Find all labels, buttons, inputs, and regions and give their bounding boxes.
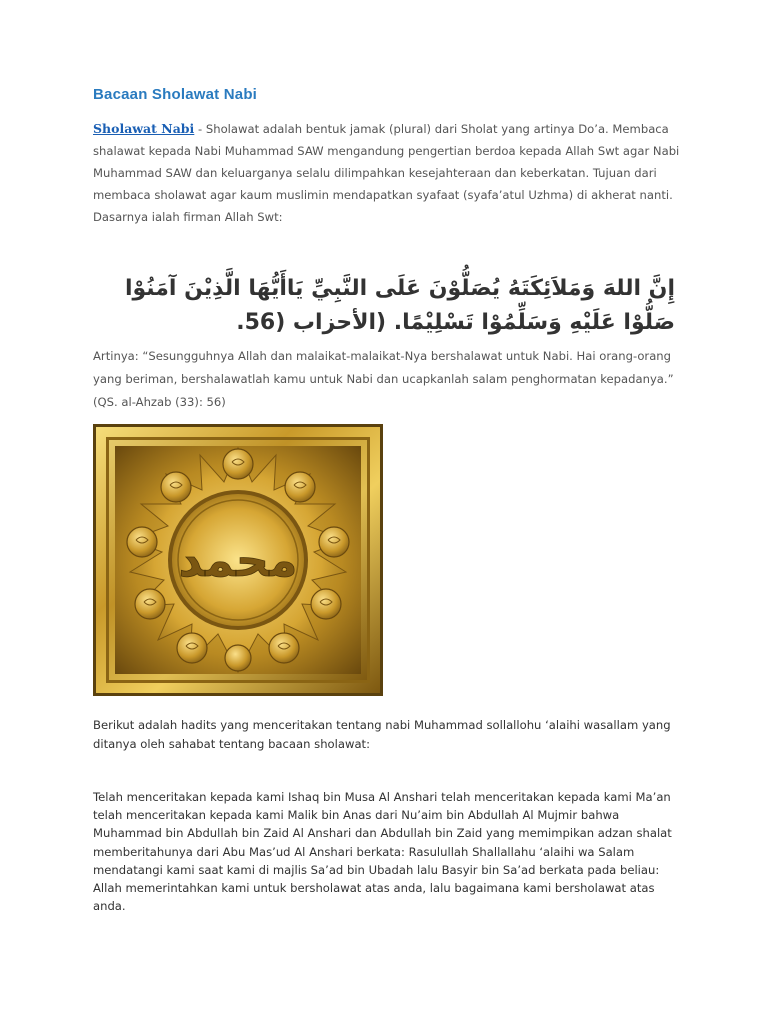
intro-paragraph	[93, 118, 683, 228]
article-title: Bacaan Sholawat Nabi	[93, 86, 258, 103]
arabic-verse: إِنَّ اللهَ وَمَلاَئِكَتَهُ يُصَلُّوْنَ عَلَى النَّبِيِّ يَاأَيُّهَا الَّذِيْنَ آمَنُوْا صَلُّوْا عَلَيْهِ وَسَلِّمُوْا تَسْلِيْمًا. (الأحزاب (56.	[124, 276, 675, 335]
calligraphy-plaque-image	[93, 424, 383, 696]
center-calligraphy-text: محمد	[178, 533, 298, 587]
sholawat-nabi-link[interactable]: Sholawat Nabi	[93, 121, 195, 136]
golden-calligraphy-plaque-icon	[93, 424, 383, 696]
verse-translation: Artinya: “Sesungguhnya Allah dan malaikat-malaikat-Nya bershalawat untuk Nabi. Hai orang-orang yang beriman, bershalawatlah kamu untuk Nabi dan ucapkanlah salam penghormatan kepadanya.” (QS. al-Ahzab (33): 56)	[93, 349, 674, 409]
hadith-intro-paragraph: Berikut adalah hadits yang menceritakan tentang nabi Muhammad sollallohu ‘alaihi wasallam yang ditanya oleh sahabat tentang bacaan sholawat:	[93, 718, 671, 751]
hadith-body-paragraph: Telah menceritakan kepada kami Ishaq bin Musa Al Anshari telah menceritakan kepada kami Ma’an telah menceritakan kepada kami Malik bin Anas dari Nu’aim bin Abdullah Al Mujmir bahwa Muhammad bin Abdullah bin Zaid Al Anshari dan Abdullah bin Zaid yang memimpikan adzan shalat memberitahunya dari Abu Mas’ud Al Anshari berkata: Rasulullah Shallallahu ‘alaihi wa Salam mendatangi kami saat kami di majlis Sa’ad bin Ubadah lalu Basyir bin Sa’ad berkata pada beliau: Allah memerintahkan kami untuk bersholawat atas anda, lalu bagaimana kami bersholawat atas anda.	[93, 790, 672, 914]
intro-text: - Sholawat adalah bentuk jamak (plural) dari Sholat yang artinya Do’a. Membaca shalawat kepada Nabi Muhammad SAW mengandung pengertian berdoa kepada Allah Swt agar Nabi Muhammad SAW dan keluarganya selalu dilimpahkan kesejahteraan dan keberkatan. Tujuan dari membaca sholawat agar kaum muslimin mendapatkan syafaat (syafa’atul Uzhma) di akherat nanti. Dasarnya ialah firman Allah Swt:	[93, 122, 680, 224]
